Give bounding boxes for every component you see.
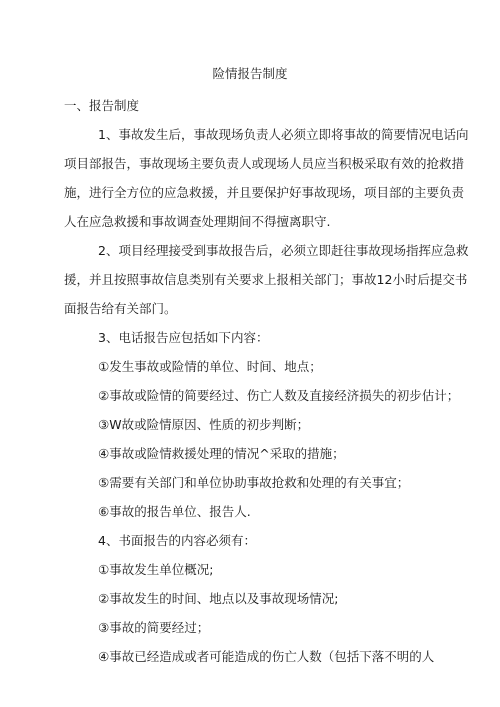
list-item: ④事故已经造成或者可能造成的伤亡人数（包括下落不明的人 <box>98 649 435 664</box>
document-title: 险情报告制度 <box>212 66 288 81</box>
list-item: ③事故的简要经过； <box>98 620 210 635</box>
paragraph-line: 施，进行全方位的应急救援，并且要保护好事故现场，项目部的主要负责 <box>64 185 465 200</box>
paragraph-line: 面报告给有关部门。 <box>64 301 177 316</box>
list-item: ②事故发生的时间、地点以及事故现场情况; <box>98 591 339 606</box>
subheading-line: 4、书面报告的内容必须有： <box>98 533 256 548</box>
paragraph-line: 援，并且按照事故信息类别有关要求上报相关部门；事故12小时后提交书 <box>64 272 468 287</box>
section-heading: 一、报告制度 <box>64 98 140 113</box>
list-item: ①发生事故或险情的单位、时间、地点； <box>98 359 322 374</box>
paragraph-line: 项目部报告，事故现场主要负责人或现场人员应当积极采取有效的抢救措 <box>64 156 465 171</box>
list-item: ②事故或险情的简要经过、伤亡人数及直接经济损失的初步估计； <box>98 388 460 403</box>
list-item: ⑤需要有关部门和单位协助事故抢救和处理的有关事宜； <box>98 475 410 490</box>
list-item: ⑥事故的报告单位、报告人. <box>98 504 251 519</box>
paragraph-line: 2、项目经理接受到事故报告后，必须立即赶往事故现场指挥应急救 <box>98 243 469 258</box>
list-item: ①事故发生单位概况; <box>98 562 214 577</box>
paragraph-line: 1、事故发生后，事故现场负责人必须立即将事故的简要情况电话向 <box>98 127 469 142</box>
list-item: ④事故或险情救援处理的情况^采取的措施； <box>98 446 345 461</box>
paragraph-line: 人在应急救援和事故调查处理期间不得擅离职守. <box>64 214 331 229</box>
subheading-line: 3、电话报告应包括如下内容： <box>98 330 269 345</box>
list-item: ③W故或险情原因、性质的初步判断； <box>98 417 310 432</box>
